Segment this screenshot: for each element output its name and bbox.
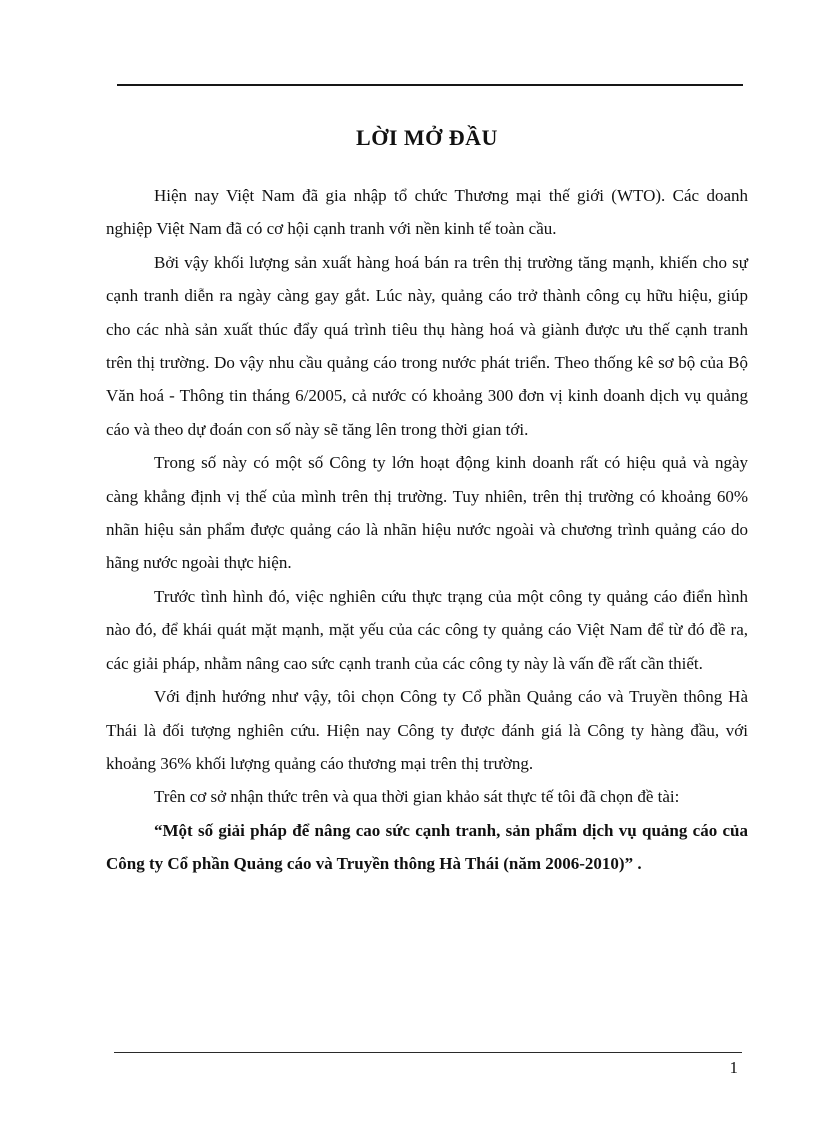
paragraph: Với định hướng như vậy, tôi chọn Công ty Cổ phần Quảng cáo và Truyền thông Hà Thái là đối tượng nghiên cứu. Hiện nay Công ty được đánh giá là Công ty hàng đầu, với khoảng 36% khối lượng quảng cáo thương mại trên thị trường. <box>106 687 748 773</box>
header-rule <box>117 84 743 86</box>
paragraph: Trước tình hình đó, việc nghiên cứu thực trạng của một công ty quảng cáo điển hình nào đó, để khái quát mặt mạnh, mặt yếu của các công ty quảng cáo Việt Nam để từ đó đề ra, các giải pháp, nhằm nâng cao sức cạnh tranh của các công ty này là vấn đề rất cần thiết. <box>106 586 748 673</box>
paragraph: Trên cơ sở nhận thức trên và qua thời gian khảo sát thực tế tôi đã chọn đề tài: <box>154 787 680 807</box>
paragraph: Bởi vậy khối lượng sản xuất hàng hoá bán ra trên thị trường tăng mạnh, khiến cho sự cạnh tranh diễn ra ngày càng gay gắt. Lúc này, quảng cáo trở thành công cụ hữu hiệu, giúp cho các nhà sản xuất thúc đẩy quá trình tiêu thụ hàng hoá và giành được ưu thế cạnh tranh trên thị trường. Do vậy nhu cầu quảng cáo trong nước phát triển. Theo thống kê sơ bộ của Bộ Văn hoá - Thông tin tháng 6/2005, cả nước có khoảng 300 đơn vị kinh doanh dịch vụ quảng cáo và theo dự đoán con số này sẽ tăng lên trong thời gian tới. <box>106 252 748 439</box>
page-number: 1 <box>729 1058 738 1077</box>
paragraph: Hiện nay Việt Nam đã gia nhập tổ chức Thương mại thế giới (WTO). Các doanh nghiệp Việt Nam đã có cơ hội cạnh tranh với nền kinh tế toàn cầu. <box>106 186 748 239</box>
document-body <box>106 179 748 881</box>
footer-rule <box>114 1052 742 1053</box>
thesis-title-paragraph: “Một số giải pháp để nâng cao sức cạnh tranh, sản phẩm dịch vụ quảng cáo của Công ty Cổ phần Quảng cáo và Truyền thông Hà Thái (năm 2006-2010)” . <box>106 820 748 874</box>
paragraph: Trong số này có một số Công ty lớn hoạt động kinh doanh rất có hiệu quả và ngày càng khẳng định vị thế của mình trên thị trường. Tuy nhiên, trên thị trường có khoảng 60% nhãn hiệu sản phẩm được quảng cáo là nhãn hiệu nước ngoài và chương trình quảng cáo do hãng nước ngoài thực hiện. <box>106 453 748 573</box>
page-title: LỜI MỞ ĐẦU <box>356 124 498 150</box>
